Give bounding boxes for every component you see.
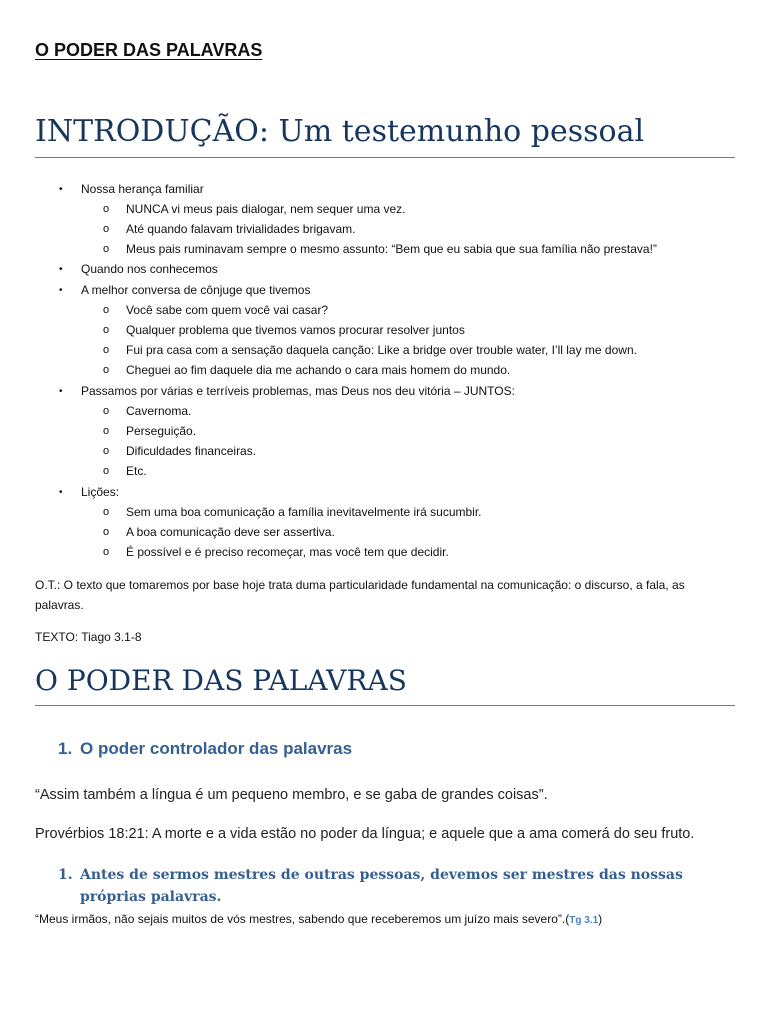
- sub-bullet-icon: o: [103, 526, 110, 538]
- outline-subitem: Qualquer problema que tivemos vamos procurar resolver juntos: [126, 323, 465, 337]
- sub-bullet-icon: o: [103, 364, 110, 376]
- outline-subitem: Dificuldades financeiras.: [126, 444, 257, 458]
- document-title: O PODER DAS PALAVRAS: [35, 40, 263, 60]
- subheading-number: 1.: [58, 867, 73, 883]
- sub-bullet-icon: o: [103, 324, 110, 336]
- outline-subitem: Cavernoma.: [126, 404, 192, 418]
- outline-subitem: NUNCA vi meus pais dialogar, nem sequer uma vez.: [126, 202, 406, 216]
- sub-bullet-icon: o: [103, 223, 110, 235]
- outline-subitem: É possível e é preciso recomeçar, mas você tem que decidir.: [126, 545, 449, 559]
- sub-bullet-icon: o: [103, 243, 110, 255]
- bullet-icon: •: [59, 487, 63, 498]
- sub-bullet-icon: o: [103, 506, 110, 518]
- subheading-mestres: [58, 864, 738, 908]
- sub-bullet-icon: o: [103, 203, 110, 215]
- subheading-controlador: [58, 739, 352, 759]
- outline-subitem: Perseguição.: [126, 424, 197, 438]
- bullet-icon: •: [59, 184, 63, 195]
- bullet-icon: •: [59, 386, 63, 397]
- subheading-text: Antes de sermos mestres de outras pessoas, devemos ser mestres das nossas próprias palavras.: [80, 867, 683, 905]
- outline-subitem: Etc.: [126, 464, 147, 478]
- quote-lingua: “Assim também a língua é um pequeno membro, e se gaba de grandes coisas”.: [35, 787, 548, 803]
- texto-reference: TEXTO: Tiago 3.1-8: [35, 630, 142, 644]
- outline-item: A melhor conversa de cônjuge que tivemos: [81, 283, 311, 297]
- sub-bullet-icon: o: [103, 304, 110, 316]
- subheading-number: 1.: [58, 739, 73, 758]
- sub-bullet-icon: o: [103, 344, 110, 356]
- outline-subitem: Até quando falavam trivialidades brigavam.: [126, 222, 356, 236]
- bullet-icon: •: [59, 264, 63, 275]
- outline-item: Passamos por várias e terríveis problemas, mas Deus nos deu vitória – JUNTOS:: [81, 384, 515, 398]
- ot-paragraph: O.T.: O texto que tomaremos por base hoje trata duma particularidade fundamental na comunicação: o discurso, a fala, as palavras.: [35, 578, 685, 612]
- bullet-icon: •: [59, 285, 63, 296]
- outline-subitem: Fui pra casa com a sensação daquela canção: Like a bridge over trouble water, I’ll lay me down.: [126, 343, 637, 357]
- intro-heading: INTRODUÇÃO: Um testemunho pessoal: [35, 114, 735, 158]
- outline-item: Quando nos conhecemos: [81, 262, 218, 276]
- outline-subitem: Meus pais ruminavam sempre o mesmo assunto: “Bem que eu sabia que sua família não prestava!”: [126, 242, 657, 256]
- sub-bullet-icon: o: [103, 405, 110, 417]
- sub-bullet-icon: o: [103, 425, 110, 437]
- sub-bullet-icon: o: [103, 445, 110, 457]
- subheading-text: O poder controlador das palavras: [80, 739, 353, 758]
- outline-subitem: A boa comunicação deve ser assertiva.: [126, 525, 335, 539]
- quote-tiago: [35, 910, 602, 930]
- outline-item: Nossa herança familiar: [81, 182, 204, 196]
- sub-bullet-icon: o: [103, 546, 110, 558]
- quote-tiago-text: “Meus irmãos, não sejais muitos de vós mestres, sabendo que receberemos um juízo mais severo”.(: [35, 912, 570, 926]
- quote-tiago-close: ): [598, 912, 603, 926]
- proverbios-quote: Provérbios 18:21: A morte e a vida estão no poder da língua; e aquele que a ama comerá do seu fruto.: [35, 826, 695, 842]
- outline-item: Lições:: [81, 485, 120, 499]
- outline-subitem: Cheguei ao fim daquele dia me achando o cara mais homem do mundo.: [126, 363, 511, 377]
- bible-reference-link[interactable]: Tg 3.1: [569, 915, 599, 926]
- outline-subitem: Você sabe com quem você vai casar?: [126, 303, 329, 317]
- sub-bullet-icon: o: [103, 465, 110, 477]
- outline-subitem: Sem uma boa comunicação a família inevitavelmente irá sucumbir.: [126, 505, 482, 519]
- section-heading: O PODER DAS PALAVRAS: [35, 664, 735, 706]
